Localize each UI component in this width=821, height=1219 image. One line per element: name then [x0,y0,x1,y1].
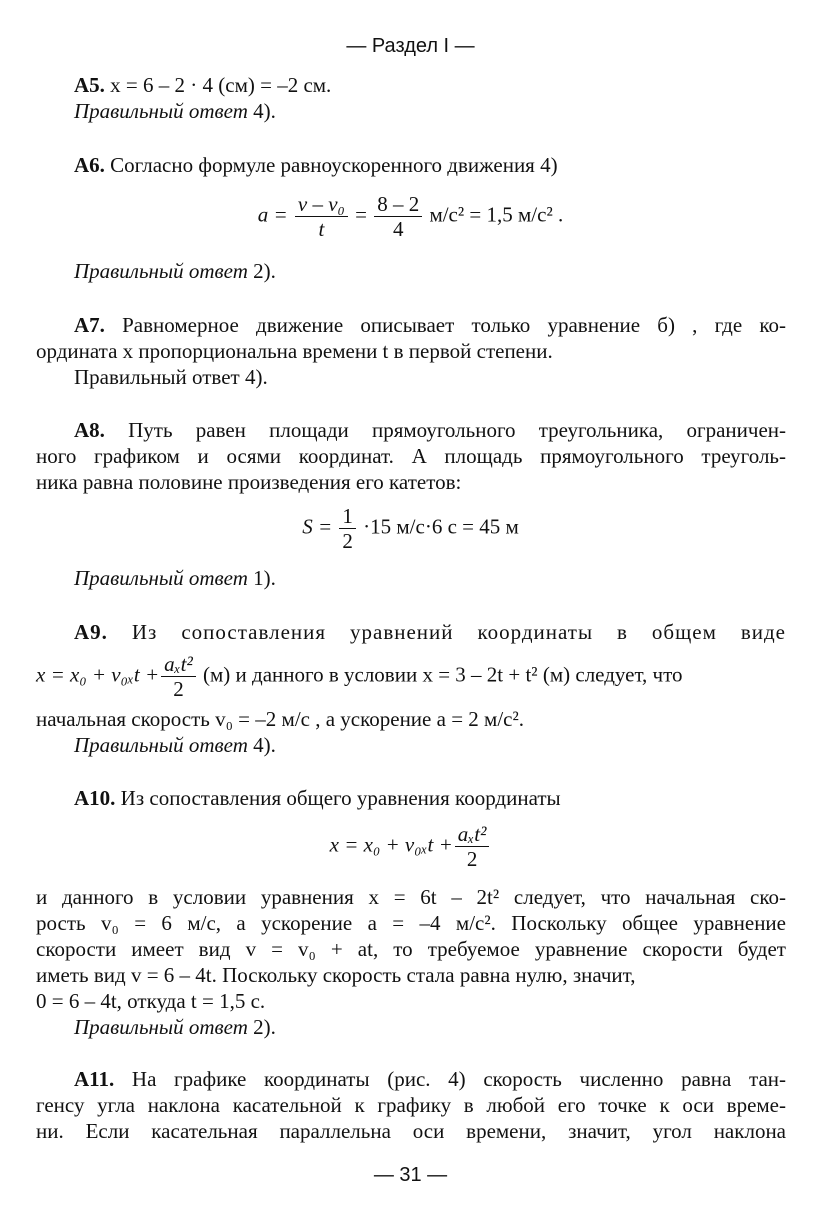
a8-answer [36,565,786,591]
a8-label: А8. [74,418,105,442]
a8-line-1 [36,417,786,443]
a9-formula-lhs: x = x₀ + v₀ₓt + [36,662,160,687]
a6-text-line [36,152,786,178]
a6-fraction-denominator: 4 [392,217,404,241]
answer-label: Правильный ответ [74,1015,248,1039]
a9-fraction-denominator: 2 [173,677,184,701]
a8-fraction-denominator: 2 [342,529,353,553]
a9-line-3: начальная скорость v₀ = –2 м/с , а ускорение a = 2 м/с². [36,707,525,731]
a5-label: А5. [74,73,105,97]
a11-line-3: ни. Если касательная параллельна оси времени, значит, угол наклона [36,1119,786,1143]
a10-line-1: и данного в условии уравнения x = 6t – 2t² следует, что начальная ско- [36,885,786,909]
problem-a8 [36,417,786,495]
a6-formula-equals: = [355,202,367,227]
a7-label: А7. [74,313,105,337]
a9-label: А9. [74,620,108,644]
a5-equation: x = 6 – 2 · 4 (см) = –2 см. [110,73,332,97]
problem-a6 [36,152,786,178]
a8-answer-block [36,565,786,591]
a9-fraction [161,652,196,701]
a6-answer [36,258,786,284]
a8-line-3: ника равна половине произведения его катетов: [36,470,462,494]
a9-formula-line [36,652,786,701]
a9-line-1 [36,619,786,645]
a9-fraction-numerator: aₓt² [161,652,196,677]
a6-label: А6. [74,153,105,177]
a10-line-5: 0 = 6 – 4t, откуда t = 1,5 с. [36,989,266,1013]
answer-label: Правильный ответ [74,99,248,123]
a7-line-3: Правильный ответ 4). [74,365,268,389]
a8-line-2: ного графиком и осями координат. А площадь прямоугольного треуголь- [36,444,786,468]
problem-a10 [36,785,786,811]
a11-line-2: генсу угла наклона касательной к графику в любой его точке к оси време- [36,1093,786,1117]
a10-body [36,884,786,1040]
a10-line-4: иметь вид v = 6 – 4t. Поскольку скорость стала равна нулю, значит, [36,963,636,987]
a10-fraction-numerator: aₓt² [455,822,490,847]
a8-formula-lhs: S = [302,514,333,539]
a5-solution-line [36,72,786,98]
problem-a9 [36,619,786,645]
a10-answer [36,1014,786,1040]
a7-text-1: Равномерное движение описывает только уравнение б) , где ко- [122,313,786,337]
problem-a5 [36,72,786,124]
a10-formula-lhs: x = x₀ + v₀ₓt + [329,832,453,857]
a11-text-1: На графике координаты (рис. 4) скорость численно равна тан- [131,1067,786,1091]
answer-number: 1). [253,566,276,590]
a10-text: Из сопоставления общего уравнения координаты [120,786,561,810]
a10-fraction [455,822,490,871]
answer-number: 2). [253,1015,276,1039]
page-header: — Раздел I — [346,35,475,57]
a8-fraction [339,504,356,553]
a8-formula-rhs: ·15 м/с·6 с = 45 м [363,514,519,539]
a6-formula-rhs: м/с² = 1,5 м/с² . [429,202,564,227]
a7-line-1 [36,312,786,338]
a10-fraction-denominator: 2 [466,847,478,871]
a6-fraction-numerator: 8 – 2 [374,192,422,217]
a10-line-2: рость v₀ = 6 м/с, а ускорение a = –4 м/с². Поскольку общее уравнение [36,911,786,935]
a9-formula-rest: (м) и данного в условии x = 3 – 2t + t² (м) следует, что [203,662,683,687]
a10-label: А10. [74,786,116,810]
page-number: — 31 — [373,1164,448,1186]
problem-a7 [36,312,786,390]
a10-formula [0,822,821,871]
a8-text-1: Путь равен площади прямоугольного треугольника, ограничен- [128,418,786,442]
a9-tail [36,706,786,758]
answer-label: Правильный ответ [74,566,248,590]
answer-number: 4). [253,99,276,123]
a6-text: Согласно формуле равноускоренного движения 4) [110,153,558,177]
a6-fraction-numerator: v – v₀ [295,192,348,217]
a5-answer [36,98,786,124]
a9-text-1: Из сопоставления уравнений координаты в общем виде [131,620,787,644]
problem-a11 [36,1066,786,1144]
a10-text-line [36,785,786,811]
answer-label: Правильный ответ [74,259,248,283]
a6-answer-block [36,258,786,284]
a6-formula [0,192,821,241]
a11-line-1 [36,1066,786,1092]
a10-line-3: скорости имеет вид v = v₀ + at, то требуемое уравнение скорости будет [36,937,786,961]
answer-number: 4). [253,733,276,757]
a7-line-2: ордината x пропорциональна времени t в первой степени. [36,339,553,363]
answer-label: Правильный ответ [74,733,248,757]
a6-formula-lhs: a = [257,202,288,227]
a9-answer [36,732,786,758]
a6-fraction-denominator: t [318,217,325,241]
a8-formula [0,504,821,553]
answer-number: 2). [253,259,276,283]
a6-fraction-numeric [374,192,422,241]
a11-label: А11. [74,1067,115,1091]
a8-fraction-numerator: 1 [339,504,356,529]
a6-fraction-symbolic [295,192,348,241]
